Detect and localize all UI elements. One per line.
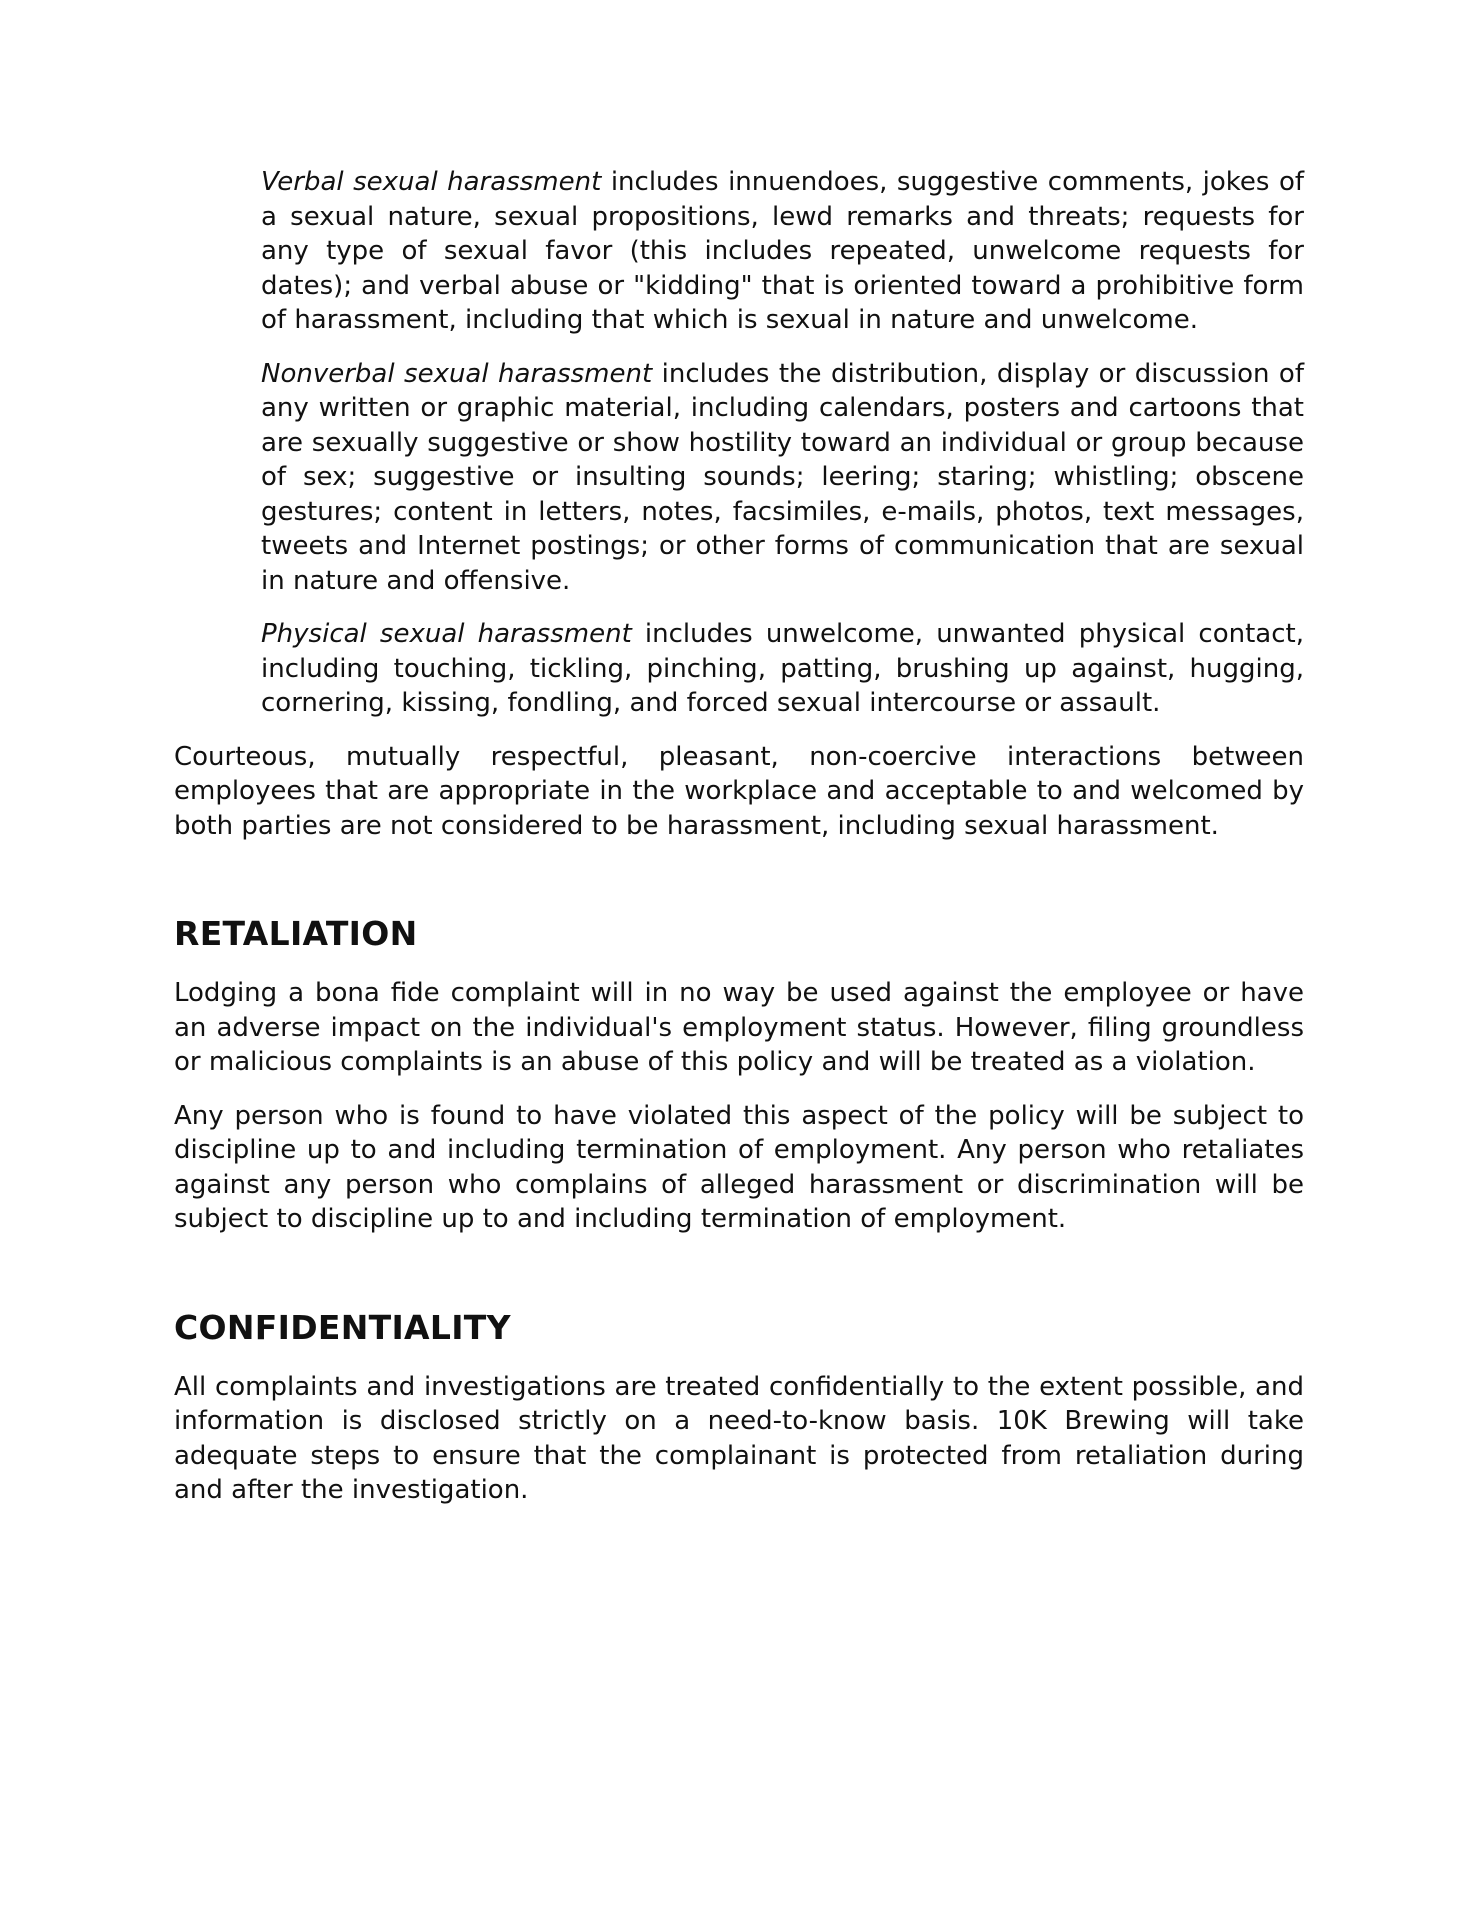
page-content [174, 165, 1304, 1527]
definition-term: Physical sexual harassment [261, 619, 632, 649]
definition-physical [261, 617, 1304, 721]
definition-term: Verbal sexual harassment [261, 167, 602, 197]
definition-text: includes the distribution, display or discussion of any written or graphic material, including calendars, posters and cartoons that are sexually suggestive or show hostility toward an individual or group because of sex; suggestive or insulting sounds; leering; staring; whistling; obscene gestures; content in letters, notes, facsimiles, e-mails, photos, text messages, tweets and Internet postings; or other forms of communication that are sexual in nature and offensive. [261, 358, 1304, 596]
retaliation-paragraph-1: Lodging a bona fide complaint will in no way be used against the employee or have an adverse impact on the individual's employment status. However, filing groundless or malicious complaints is an abuse of this policy and will be treated as a violation. [174, 978, 1304, 1077]
retaliation-paragraph-2: Any person who is found to have violated this aspect of the policy will be subject to discipline up to and including termination of employment. Any person who retaliates against any person who complains of alleged harassment or discrimination will be subject to discipline up to and including termination of employment. [174, 1100, 1304, 1234]
definition-text: includes innuendoes, suggestive comments, jokes of a sexual nature, sexual propositions, lewd remarks and threats; requests for any type of sexual favor (this includes repeated, unwelcome requests for dates); and verbal abuse or "kidding" that is oriented toward a prohibitive form of harassment, including that which is sexual in nature and unwelcome. [261, 167, 1305, 335]
courteous-paragraph: Courteous, mutually respectful, pleasant, non-coercive interactions between employees that are appropriate in the workplace and acceptable to and welcomed by both parties are not considered to be harassment, including sexual harassment. [174, 741, 1304, 841]
definition-term: Nonverbal sexual harassment [261, 358, 653, 389]
confidentiality-paragraph-1: All complaints and investigations are treated confidentially to the extent possible, and information is disclosed strictly on a need-to-know basis. 10K Brewing will take adequate steps to ensure that the complainant is protected from retaliation during and after the investigation. [174, 1371, 1304, 1505]
definition-nonverbal [261, 357, 1304, 599]
retaliation-heading: RETALIATION [174, 914, 418, 953]
definition-text: includes unwelcome, unwanted physical contact, including touching, tickling, pinching, patting, brushing up against, hugging, cornering, kissing, fondling, and forced sexual intercourse or assault. [261, 619, 1304, 718]
confidentiality-heading: CONFIDENTIALITY [174, 1307, 511, 1347]
definition-verbal [261, 165, 1304, 338]
